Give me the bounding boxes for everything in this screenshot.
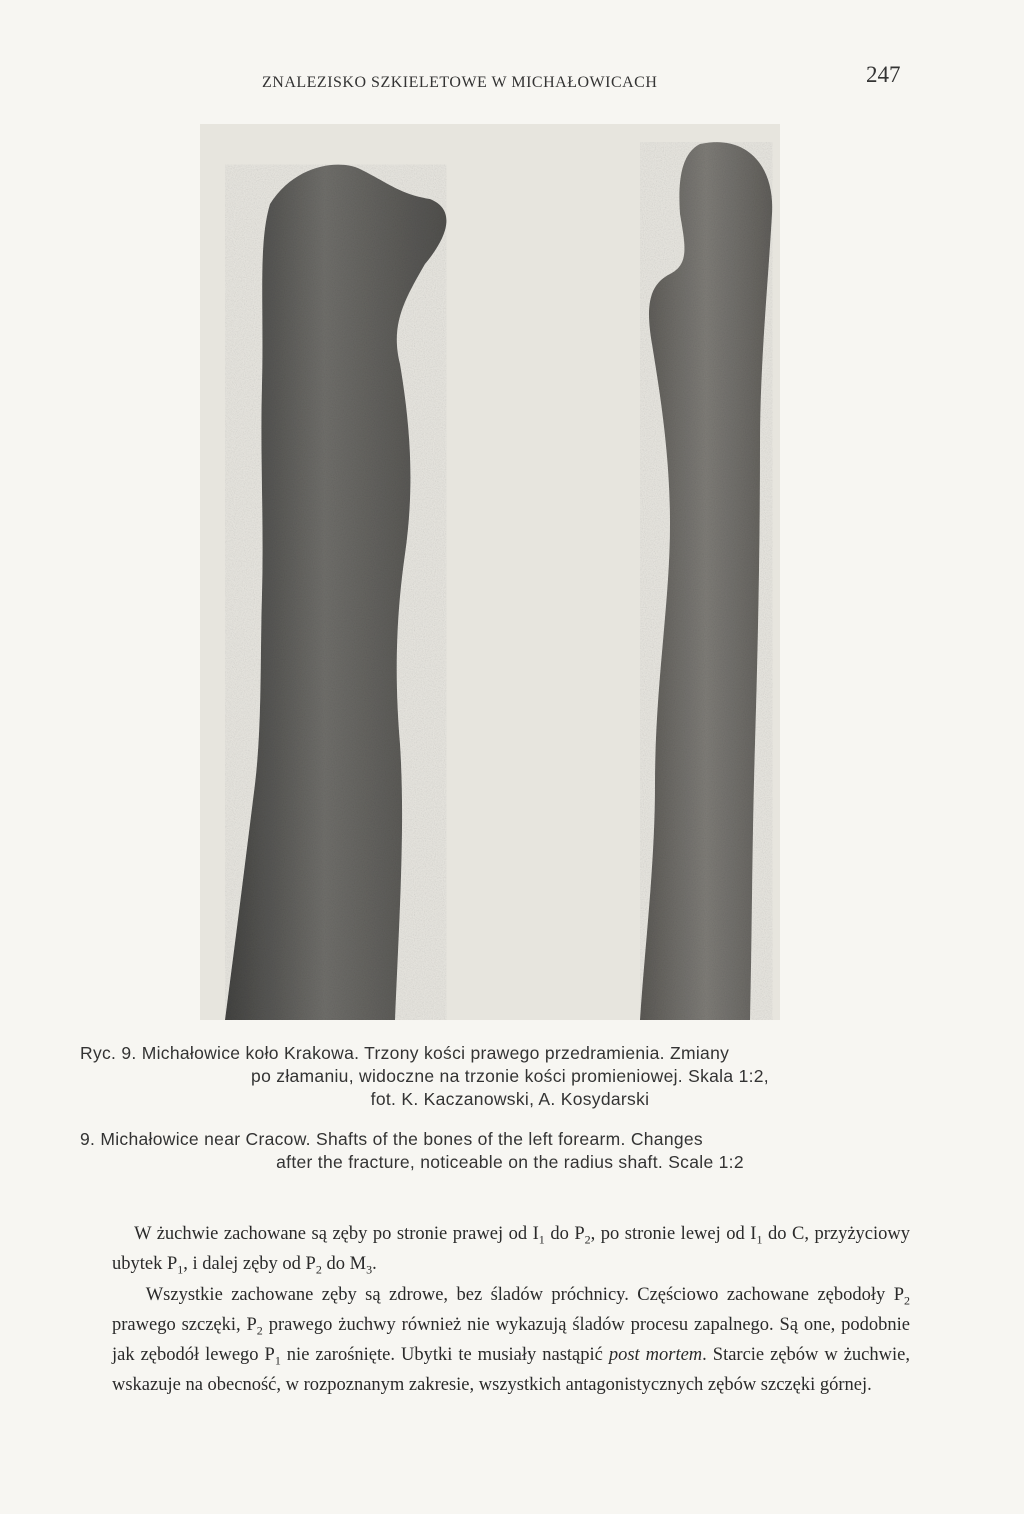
figure-caption-polish (80, 1042, 880, 1111)
figure-caption-english (80, 1128, 880, 1174)
paragraph: Wszystkie zachowane zęby są zdrowe, bez śladów próchnicy. Częściowo zachowane zębodoły $P_2$ prawego szczęki, $P_2$ prawego żuchwy również nie wykazują śladów procesu zapalnego. Są one, podobnie jak zębodół lewego $P_1$ nie zarośnięte. Ubytki te musiały nastąpić post mortem. Starcie zębów w żuchwie, wskazuje na obecność, w rozpoznanym zakresie, wszystkich antagonistycznych zębów szczęki górnej. (112, 1284, 910, 1396)
caption-line: after the fracture, noticeable on the radius shaft. Scale 1:2 (276, 1152, 744, 1172)
bone-photograph (200, 124, 780, 1020)
caption-line: po złamaniu, widoczne na trzonie kości promieniowej. Skala 1:2, (251, 1066, 769, 1086)
running-head: ZNALEZISKO SZKIELETOWE W MICHAŁOWICACH (262, 74, 658, 91)
body-text (112, 1222, 910, 1398)
caption-line: Ryc. 9. Michałowice koło Krakowa. Trzony kości prawego przedramienia. Zmiany (80, 1043, 730, 1063)
caption-line: fot. K. Kaczanowski, A. Kosydarski (370, 1089, 650, 1109)
caption-line: 9. Michałowice near Cracow. Shafts of the bones of the left forearm. Changes (80, 1129, 703, 1149)
photo-plate (200, 124, 780, 1020)
paragraph: W żuchwie zachowane są zęby po stronie prawej od $I_1$ do $P_2$, po stronie lewej od $I_1$ do C, przyżyciowy ubytek $P_1$, i dalej zęby od $P_2$ do $M_3$. (112, 1224, 911, 1277)
page-number: 247 (866, 62, 901, 87)
